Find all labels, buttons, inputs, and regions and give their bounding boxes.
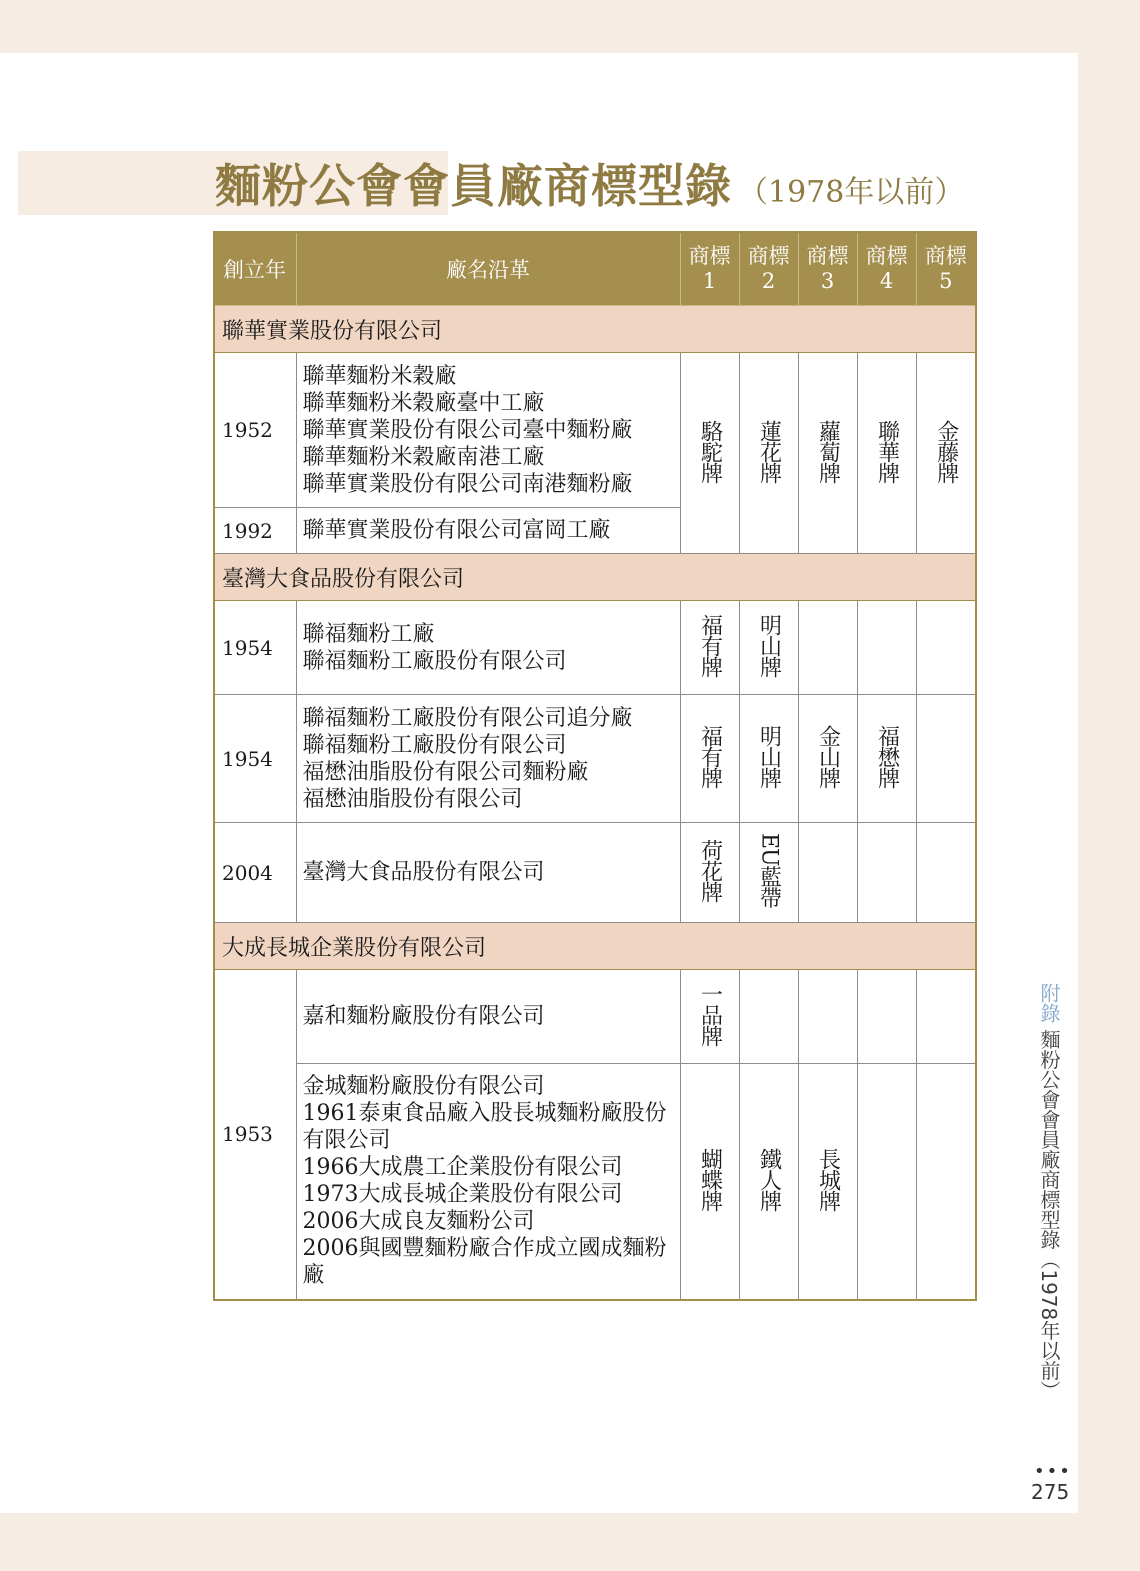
header-name: 廠名沿革 bbox=[296, 232, 680, 306]
trademark-cell bbox=[916, 695, 976, 823]
table-row bbox=[214, 353, 976, 508]
page-dots: ••• bbox=[1034, 1461, 1072, 1482]
name-cell: 聯華實業股份有限公司富岡工廠 bbox=[296, 508, 680, 554]
trademark-cell: 蝴蝶牌 bbox=[680, 1064, 739, 1300]
trademark-cell bbox=[916, 601, 976, 695]
year-cell: 1952 bbox=[214, 353, 296, 508]
year-cell: 2004 bbox=[214, 823, 296, 923]
name-cell: 聯福麵粉工廠 聯福麵粉工廠股份有限公司 bbox=[296, 601, 680, 695]
name-cell: 臺灣大食品股份有限公司 bbox=[296, 823, 680, 923]
trademark-cell: 蓮花牌 bbox=[739, 353, 798, 554]
name-cell: 聯華麵粉米穀廠 聯華麵粉米穀廠臺中工廠 聯華實業股份有限公司臺中麵粉廠 聯華麵粉米穀廠南港工廠 聯華實業股份有限公司南港麵粉廠 bbox=[296, 353, 680, 508]
header-trademark-2: 商標 2 bbox=[739, 232, 798, 306]
table-row bbox=[214, 695, 976, 823]
trademark-cell bbox=[798, 601, 857, 695]
group-header: 臺灣大食品股份有限公司 bbox=[214, 554, 976, 601]
trademark-table bbox=[213, 231, 977, 1301]
year-cell: 1953 bbox=[214, 970, 296, 1300]
trademark-cell: 明山牌 bbox=[739, 601, 798, 695]
side-title: 麵粉公會會員廠商標型錄（1978年以前） bbox=[1037, 1029, 1061, 1401]
trademark-cell bbox=[857, 823, 916, 923]
trademark-cell: 福懋牌 bbox=[857, 695, 916, 823]
trademark-cell: 鐵人牌 bbox=[739, 1064, 798, 1300]
name-cell: 嘉和麵粉廠股份有限公司 bbox=[296, 970, 680, 1064]
header-trademark-3: 商標 3 bbox=[798, 232, 857, 306]
name-cell: 聯福麵粉工廠股份有限公司追分廠 聯福麵粉工廠股份有限公司 福懋油脂股份有限公司麵粉廠 福懋油脂股份有限公司 bbox=[296, 695, 680, 823]
trademark-cell bbox=[739, 970, 798, 1064]
trademark-cell: 聯華牌 bbox=[857, 353, 916, 554]
trademark-cell bbox=[916, 1064, 976, 1300]
page-number: 275 bbox=[1031, 1480, 1070, 1504]
trademark-cell bbox=[916, 823, 976, 923]
header-trademark-1: 商標 1 bbox=[680, 232, 739, 306]
side-running-title bbox=[1036, 983, 1062, 1400]
header-row bbox=[214, 232, 976, 306]
side-section-label: 附錄 bbox=[1037, 983, 1061, 1023]
trademark-cell bbox=[857, 601, 916, 695]
trademark-cell: 金山牌 bbox=[798, 695, 857, 823]
table-row bbox=[214, 970, 976, 1064]
page-title bbox=[215, 150, 964, 214]
header-trademark-5: 商標 5 bbox=[916, 232, 976, 306]
trademark-cell bbox=[857, 1064, 916, 1300]
header-year: 創立年 bbox=[214, 232, 296, 306]
trademark-cell: 明山牌 bbox=[739, 695, 798, 823]
table-row bbox=[214, 1064, 976, 1300]
title-sub: （1978年以前） bbox=[738, 175, 965, 210]
table-row bbox=[214, 601, 976, 695]
trademark-cell: 長城牌 bbox=[798, 1064, 857, 1300]
trademark-cell: 蘿蔔牌 bbox=[798, 353, 857, 554]
table-row bbox=[214, 823, 976, 923]
header-trademark-4: 商標 4 bbox=[857, 232, 916, 306]
name-cell: 金城麵粉廠股份有限公司 1961泰東食品廠入股長城麵粉廠股份有限公司 1966大成農工企業股份有限公司 1973大成長城企業股份有限公司 2006大成良友麵粉公司 2006與國豐麵粉廠合作成立國成麵粉廠 bbox=[296, 1064, 680, 1300]
year-cell: 1954 bbox=[214, 601, 296, 695]
group-header: 大成長城企業股份有限公司 bbox=[214, 923, 976, 970]
trademark-cell bbox=[857, 970, 916, 1064]
trademark-cell bbox=[916, 970, 976, 1064]
trademark-cell: 福有牌 bbox=[680, 601, 739, 695]
trademark-cell: 荷花牌 bbox=[680, 823, 739, 923]
title-main: 麵粉公會會員廠商標型錄 bbox=[215, 159, 732, 213]
trademark-cell bbox=[798, 823, 857, 923]
trademark-cell: 一品牌 bbox=[680, 970, 739, 1064]
trademark-cell: EU藍帶 bbox=[739, 823, 798, 923]
year-cell: 1992 bbox=[214, 508, 296, 554]
trademark-cell: 福有牌 bbox=[680, 695, 739, 823]
trademark-cell bbox=[798, 970, 857, 1064]
trademark-cell: 金藤牌 bbox=[916, 353, 976, 554]
trademark-cell: 駱駝牌 bbox=[680, 353, 739, 554]
year-cell: 1954 bbox=[214, 695, 296, 823]
group-header: 聯華實業股份有限公司 bbox=[214, 306, 976, 353]
